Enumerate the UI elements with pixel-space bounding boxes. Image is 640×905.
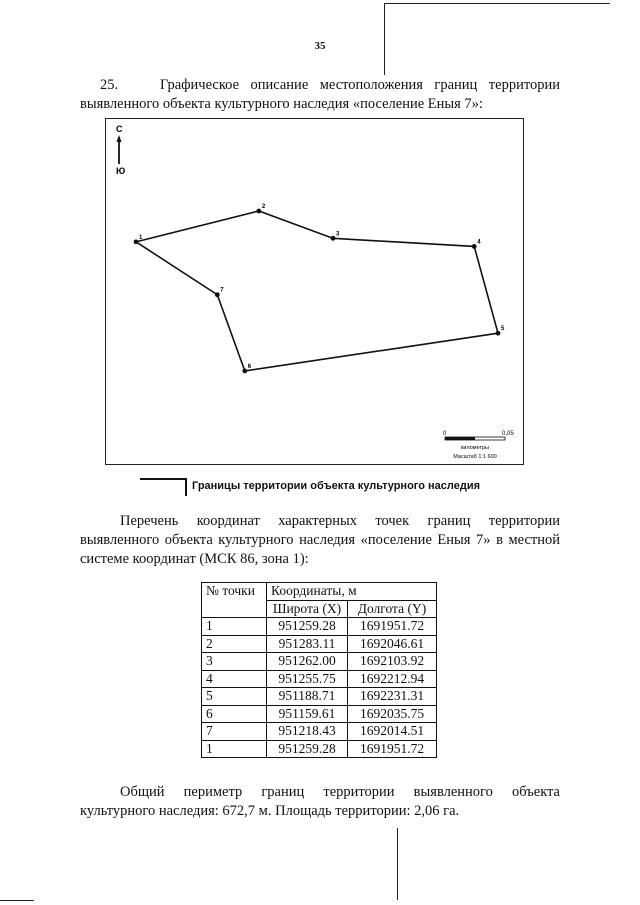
table-header-row bbox=[202, 583, 437, 601]
point-cell: 5 bbox=[202, 688, 267, 706]
coordinates-intro-text: Перечень координат характерных точек границ территории выявленного объекта культурного наследия «поселение Еныя 7» в местной системе координат (МСК 86, зона 1): bbox=[80, 513, 560, 567]
boundary-points bbox=[134, 204, 505, 373]
scan-artifact-vertical-line-lower bbox=[397, 828, 398, 900]
boundary-point-marker bbox=[472, 244, 477, 249]
latitude-cell: 951283.11 bbox=[267, 635, 348, 653]
latitude-cell: 951259.28 bbox=[267, 740, 348, 758]
table-row bbox=[202, 740, 437, 758]
table-row bbox=[202, 653, 437, 671]
legend-line-sample bbox=[140, 478, 184, 480]
point-cell: 1 bbox=[202, 740, 267, 758]
longitude-cell: 1692014.51 bbox=[348, 723, 437, 741]
latitude-cell: 951188.71 bbox=[267, 688, 348, 706]
coordinates-intro bbox=[80, 512, 560, 569]
boundary-point-marker bbox=[256, 209, 261, 214]
point-cell: 6 bbox=[202, 705, 267, 723]
longitude-cell: 1692035.75 bbox=[348, 705, 437, 723]
point-cell: 3 bbox=[202, 653, 267, 671]
boundary-point-label: 6 bbox=[247, 363, 252, 370]
legend-bracket bbox=[184, 478, 187, 496]
longitude-cell: 1692212.94 bbox=[348, 670, 437, 688]
scale-bar-end-label: 0,05 bbox=[502, 431, 514, 437]
point-cell: 1 bbox=[202, 618, 267, 636]
point-cell: 4 bbox=[202, 670, 267, 688]
boundary-point-marker bbox=[496, 331, 501, 336]
latitude-cell: 951218.43 bbox=[267, 723, 348, 741]
scale-bar-start-label: 0 bbox=[443, 431, 447, 437]
boundary-point-label: 4 bbox=[477, 239, 481, 246]
page-number: 35 bbox=[314, 40, 326, 52]
latitude-cell: 951262.00 bbox=[267, 653, 348, 671]
boundary-polygon bbox=[136, 211, 498, 371]
header-latitude: Широта (X) bbox=[267, 600, 348, 618]
boundary-point-label: 2 bbox=[261, 204, 266, 210]
boundary-point-label: 5 bbox=[501, 326, 505, 333]
compass-north-label: С bbox=[116, 124, 123, 134]
latitude-cell: 951255.75 bbox=[267, 670, 348, 688]
scale-bar-scale: Масштаб 1:1 600 bbox=[453, 454, 497, 460]
compass-rose bbox=[116, 124, 125, 176]
section-title: Графическое описание местоположения границ территории выявленного объекта культурного наследия «поселение Еныя 7»: bbox=[80, 77, 560, 112]
latitude-cell: 951259.28 bbox=[267, 618, 348, 636]
section-heading bbox=[80, 76, 560, 114]
boundary-point-marker bbox=[215, 292, 220, 297]
table-row bbox=[202, 635, 437, 653]
north-arrow-icon bbox=[117, 135, 122, 142]
longitude-cell: 1691951.72 bbox=[348, 740, 437, 758]
compass-south-label: Ю bbox=[116, 166, 126, 176]
boundary-point-marker bbox=[134, 239, 139, 244]
boundary-map-canvas bbox=[106, 119, 523, 464]
scale-bar-units: километры bbox=[461, 445, 489, 451]
boundary-point-label: 3 bbox=[336, 231, 340, 238]
table-row bbox=[202, 670, 437, 688]
table-row bbox=[202, 618, 437, 636]
header-coordinates: Координаты, м bbox=[267, 583, 437, 601]
header-longitude: Долгота (Y) bbox=[348, 600, 437, 618]
scan-artifact-top-line bbox=[385, 3, 610, 4]
boundary-map bbox=[105, 118, 524, 465]
longitude-cell: 1692046.61 bbox=[348, 635, 437, 653]
table-row bbox=[202, 688, 437, 706]
boundary-point-label: 1 bbox=[139, 234, 143, 241]
scan-artifact-bottom-mark bbox=[0, 900, 34, 901]
boundary-point-marker bbox=[331, 236, 336, 241]
latitude-cell: 951159.61 bbox=[267, 705, 348, 723]
scan-artifact-vertical-line bbox=[384, 3, 385, 75]
summary-text: Общий периметр границ территории выявленного объекта культурного наследия: 672,7 м. Площадь территории: 2,06 га. bbox=[80, 784, 560, 819]
coordinates-table bbox=[201, 582, 437, 758]
boundary-point-marker bbox=[242, 369, 247, 374]
boundary-point-label: 7 bbox=[220, 287, 224, 294]
point-cell: 2 bbox=[202, 635, 267, 653]
header-point: № точки bbox=[202, 583, 267, 618]
longitude-cell: 1692103.92 bbox=[348, 653, 437, 671]
table-row bbox=[202, 723, 437, 741]
legend-label: Границы территории объекта культурного наследия bbox=[192, 480, 481, 492]
longitude-cell: 1691951.72 bbox=[348, 618, 437, 636]
table-row bbox=[202, 705, 437, 723]
longitude-cell: 1692231.31 bbox=[348, 688, 437, 706]
scale-bar bbox=[443, 431, 514, 460]
summary-paragraph bbox=[80, 783, 560, 821]
scale-bar-fill bbox=[445, 437, 475, 440]
point-cell: 7 bbox=[202, 723, 267, 741]
section-number: 25. bbox=[100, 77, 119, 93]
